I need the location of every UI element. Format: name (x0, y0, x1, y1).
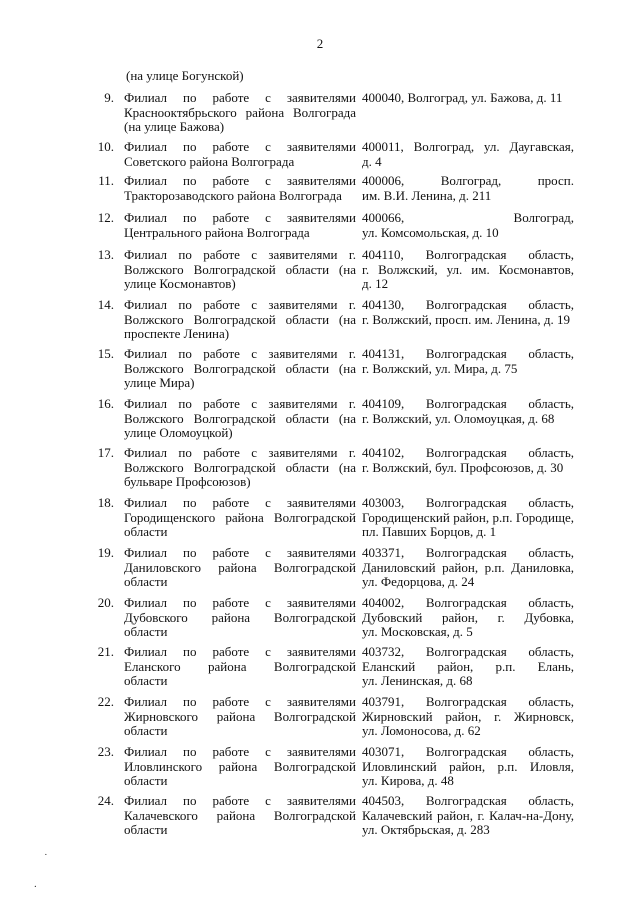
branch-address-line: 403732, Волгоградская область, (362, 644, 574, 659)
branch-name-line: Филиал по работе с заявителями г. (124, 247, 356, 262)
branch-name-line: Калачевского района Волгоградской (124, 807, 356, 823)
branch-address-line: 404131, Волгоградская область, (362, 346, 574, 361)
item-number: 14. (97, 297, 114, 312)
item-number: 23. (97, 744, 114, 759)
scan-speck: ˙ (44, 852, 48, 864)
branch-address-line: 400040, Волгоград, ул. Бажова, д. 11 (362, 90, 563, 105)
branch-address-line: 404130, Волгоградская область, (362, 297, 574, 312)
branch-name-line: Даниловского района Волгоградской (124, 559, 356, 575)
branch-name-line: Филиал по работе с заявителями (124, 495, 356, 510)
branch-address (362, 596, 574, 640)
branch-address-line: ул. Ленинская, д. 68 (362, 673, 473, 689)
branch-name (124, 794, 356, 838)
branch-address-line: 403071, Волгоградская область, (362, 744, 574, 759)
item-number: 21. (97, 644, 114, 659)
branch-name (124, 397, 356, 441)
branch-address (362, 794, 574, 838)
branch-address-line: г. Волжский, ул. им. Космонавтов, (362, 261, 574, 277)
branch-name-line: Советского района Волгограда (124, 153, 295, 169)
branch-address-line: ул. Октябрьская, д. 283 (362, 822, 490, 838)
branch-address (362, 397, 574, 426)
branch-name-line: области (124, 673, 168, 689)
branch-name-line: Жирновского района Волгоградской (124, 708, 356, 724)
branch-name-line: улице Оломоуцкой) (124, 425, 233, 441)
branch-name-line: Филиал по работе с заявителями (124, 744, 356, 759)
branch-address (362, 140, 574, 169)
branch-name-line: Филиал по работе с заявителями (124, 545, 356, 560)
branch-name-line: Волжского Волгоградской области (на (124, 261, 356, 277)
item-number: 15. (97, 346, 114, 361)
branch-address (362, 695, 574, 739)
branch-address-line: д. 12 (362, 276, 389, 292)
scan-speck: . (34, 878, 37, 890)
branch-address-line: 404503, Волгоградская область, (362, 793, 574, 808)
branch-address-line: г. Волжский, ул. Мира, д. 75 (362, 360, 518, 376)
branch-name-line: Филиал по работе с заявителями г. (124, 396, 356, 411)
carry-over-text: (на улице Богунской) (126, 68, 244, 83)
branch-name-line: Волжского Волгоградской области (на (124, 311, 356, 327)
branch-address-line: ул. Московская, д. 5 (362, 624, 473, 640)
branch-address-line: ул. Кирова, д. 48 (362, 773, 454, 789)
branch-address-line: Калачевский район, г. Калач-на-Дону, (362, 807, 574, 823)
branch-name-line: Центрального района Волгограда (124, 224, 310, 240)
branch-address-line: 400006, Волгоград, просп. (362, 173, 574, 188)
branch-address-line: ул. Ломоносова, д. 62 (362, 723, 481, 739)
branch-name-line: Филиал по работе с заявителями (124, 210, 356, 225)
branch-name-line: Иловлинского района Волгоградской (124, 758, 356, 774)
branch-name (124, 695, 356, 739)
branch-address (362, 496, 574, 540)
branch-address-line: 404109, Волгоградская область, (362, 396, 574, 411)
branch-address (362, 745, 574, 789)
branch-name-line: проспекте Ленина) (124, 326, 230, 342)
branch-name-line: области (124, 773, 168, 789)
branch-address-line: 403371, Волгоградская область, (362, 545, 574, 560)
branch-name (124, 645, 356, 689)
branch-address (362, 645, 574, 689)
branch-address-line: Иловлинский район, р.п. Иловля, (362, 758, 574, 774)
branch-name-line: Городищенского района Волгоградской (124, 509, 356, 525)
branch-address-line: Еланский район, р.п. Елань, (362, 658, 574, 674)
branch-name-line: бульваре Профсоюзов) (124, 474, 251, 490)
branch-address-line: пл. Павших Борцов, д. 1 (362, 524, 497, 540)
branch-name (124, 745, 356, 789)
item-number: 20. (97, 595, 114, 610)
branch-address (362, 211, 574, 240)
branch-name-line: Филиал по работе с заявителями г. (124, 445, 356, 460)
branch-address-line: г. Волжский, просп. им. Ленина, д. 19 (362, 311, 571, 327)
branch-name-line: Тракторозаводского района Волгограда (124, 187, 342, 203)
branch-name-line: Филиал по работе с заявителями г. (124, 346, 356, 361)
item-number: 24. (97, 793, 114, 808)
branch-name-line: Филиал по работе с заявителями (124, 139, 356, 154)
branch-name-line: области (124, 524, 168, 540)
branch-name-line: Краснооктябрьского района Волгограда (124, 104, 356, 120)
branch-name-line: области (124, 574, 168, 590)
branch-name-line: Волжского Волгоградской области (на (124, 459, 356, 475)
branch-name-line: Еланского района Волгоградской (124, 658, 356, 674)
branch-name-line: Филиал по работе с заявителями (124, 694, 356, 709)
branch-name (124, 211, 356, 240)
branch-address-line: им. В.И. Ленина, д. 211 (362, 187, 492, 203)
branch-name-line: Филиал по работе с заявителями (124, 173, 356, 188)
branch-address-line: ул. Комсомольская, д. 10 (362, 224, 499, 240)
branch-address-line: 403003, Волгоградская область, (362, 495, 574, 510)
branch-name-line: Дубовского района Волгоградской (124, 609, 356, 625)
branch-address-line: 403791, Волгоградская область, (362, 694, 574, 709)
branch-name (124, 174, 356, 203)
branch-address (362, 546, 574, 590)
item-number: 19. (97, 545, 114, 560)
branch-address-line: 404102, Волгоградская область, (362, 445, 574, 460)
branch-name-line: области (124, 822, 168, 838)
branch-name (124, 248, 356, 292)
branch-address (362, 248, 574, 292)
branch-name (124, 496, 356, 540)
branch-name-line: Филиал по работе с заявителями г. (124, 297, 356, 312)
branch-address-line: Даниловский район, р.п. Даниловка, (362, 559, 574, 575)
branch-name-line: улице Мира) (124, 375, 195, 391)
item-number: 11. (98, 173, 114, 188)
branch-address-line: 400066, Волгоград, (362, 210, 574, 225)
item-number: 10. (97, 139, 114, 154)
branch-address-line: 404002, Волгоградская область, (362, 595, 574, 610)
item-number: 17. (97, 445, 114, 460)
branch-address-line: г. Волжский, бул. Профсоюзов, д. 30 (362, 459, 564, 475)
branch-address (362, 347, 574, 376)
branch-name (124, 347, 356, 391)
item-number: 16. (97, 396, 114, 411)
branch-address-line: г. Волжский, ул. Оломоуцкая, д. 68 (362, 410, 555, 426)
branch-name (124, 446, 356, 490)
branch-address-line: д. 4 (362, 153, 382, 169)
branch-address-line: 400011, Волгоград, ул. Даугавская, (362, 139, 574, 154)
branch-name-line: Волжского Волгоградской области (на (124, 410, 356, 426)
item-number: 22. (97, 694, 114, 709)
branch-name-line: (на улице Бажова) (124, 119, 225, 135)
branch-name (124, 140, 356, 169)
branch-name (124, 298, 356, 342)
branch-name-line: области (124, 624, 168, 640)
branch-name-line: области (124, 723, 168, 739)
branch-address (362, 446, 574, 475)
branch-name (124, 596, 356, 640)
item-number: 9. (104, 90, 114, 105)
branch-address-line: Городищенский район, р.п. Городище, (362, 509, 574, 525)
page-number: 2 (316, 36, 324, 51)
item-number: 13. (97, 247, 114, 262)
branch-name (124, 91, 356, 135)
branch-address-line: Дубовский район, г. Дубовка, (362, 609, 574, 625)
branch-name-line: Филиал по работе с заявителями (124, 644, 356, 659)
item-number: 12. (97, 210, 114, 225)
branch-name-line: Филиал по работе с заявителями (124, 90, 356, 105)
branch-address-line: ул. Федорцова, д. 24 (362, 574, 475, 590)
branch-address (362, 174, 574, 203)
branch-name-line: Филиал по работе с заявителями (124, 595, 356, 610)
branch-address (362, 298, 574, 327)
branch-name (124, 546, 356, 590)
branch-address-line: Жирновский район, г. Жирновск, (362, 708, 574, 724)
branch-name-line: улице Космонавтов) (124, 276, 236, 292)
branch-address-line: 404110, Волгоградская область, (362, 247, 574, 262)
branch-address (362, 91, 574, 106)
branch-name-line: Филиал по работе с заявителями (124, 793, 356, 808)
branch-name-line: Волжского Волгоградской области (на (124, 360, 356, 376)
item-number: 18. (97, 495, 114, 510)
